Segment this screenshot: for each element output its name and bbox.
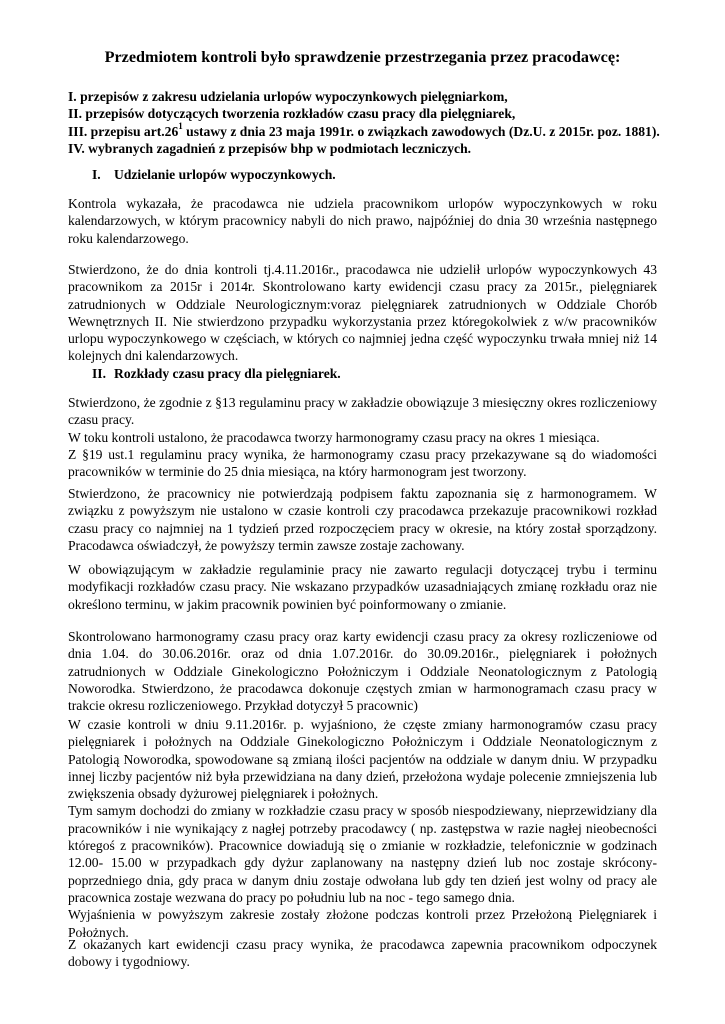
- section-2-heading: [92, 365, 341, 382]
- scope-item-2: II. przepisów dotyczących tworzenia rozkładów czasu pracy dla pielęgniarek,: [68, 106, 516, 122]
- section-1-number: I.: [92, 167, 101, 182]
- section-2-paragraph-3: W obowiązującym w zakładzie regulaminie pracy nie zawarto regulacji dotyczącej trybu i terminu modyfikacji rozkładów czasu pracy. Nie wskazano przypadków uzasadniających zmianę rozkładu oraz nie określono terminu, w jakim pracownik powinien być poinformowany o zmianie.: [68, 562, 657, 612]
- inspection-scope-list: [68, 88, 668, 157]
- section-2-number: II.: [92, 366, 106, 381]
- superscript: 1: [178, 121, 183, 132]
- section-2-paragraph-5-part-a: W czasie kontroli w dniu 9.11.2016r. p. wyjaśniono, że częste zmiany harmonogramów czasu pracy pielęgniarek i położnych na Oddziale Ginekologiczno Położniczym i Oddziale Neonatologicznym z Patologią Noworodka, spowodowane są zmianą ilości pacjentów na oddziale w danym dniu. W przypadku innej liczby pacjentów niż była przewidziana na dany dzień, przełożona wydaje polecenie zmniejszenia lub zwiększenia obsady dyżurowej pielęgniarek i położnych.: [68, 717, 657, 802]
- section-2-title: Rozkłady czasu pracy dla pielęgniarek.: [114, 366, 341, 381]
- scope-item-3-text-cont: ustawy z dnia 23 maja 1991r. o związkach zawodowych (Dz.U. z 2015r. poz. 1881).: [182, 123, 660, 139]
- section-2-paragraph-5-part-c: Wyjaśnienia w powyższym zakresie zostały złożone podczas kontroli przez Przełożoną Pielęgniarek i Położnych.: [68, 907, 657, 940]
- section-2-paragraph-5: [68, 716, 657, 941]
- section-2-paragraph-1-line-c: Z §19 ust.1 regulaminu pracy wynika, że harmonogramy czasu pracy przekazywane są do wiadomości pracowników w terminie do 25 dnia miesiąca, na który harmonogram jest tworzony.: [68, 446, 657, 480]
- scope-item-3-text: III. przepisu art.26: [68, 123, 179, 139]
- section-2-paragraph-6: Z okazanych kart ewidencji czasu pracy wynika, że pracodawca zapewnia pracownikom odpoczynek dobowy i tygodniowy.: [68, 937, 657, 970]
- scope-item-1: I. przepisów z zakresu udzielania urlopów wypoczynkowych pielęgniarkom,: [68, 89, 508, 104]
- section-2-paragraph-5-part-b: Tym samym dochodzi do zmiany w rozkładzie czasu pracy w sposób niespodziewany, nieprzewidziany dla pracowników i nie wynikający z nagłej potrzeby pracodawcy ( np. zastępstwa w razie nagłej nieobecności któregoś z pracowników). Pracownice dowiadują się o zmianie w rozkładzie, telefonicznie w godzinach 12.00- 15.00 w przypadkach gdy dyżur zaplanowany na następny dzień lub noc zostaje skrócony- poprzedniego dnia, gdy praca w danym dniu zostaje odwołana lub gdy ten dzień jest wolny od pracy ale pracownica zostaje wezwana do pracy po południu lub na noc - tego samego dnia.: [68, 803, 657, 905]
- scope-item-3: [68, 123, 668, 140]
- section-1-paragraph-2: Stwierdzono, że do dnia kontroli tj.4.11.2016r., pracodawca nie udzielił urlopów wypoczynkowych 43 pracownikom za 2015r i 2014r. Skontrolowano karty ewidencji czasu pracy za 2015r., pielęgniarek zatrudnionych w Oddziale Neurologicznym:voraz pielęgniarek zatrudnionych w Oddziale Chorób Wewnętrznych II. Nie stwierdzono przypadku wykorzystania przez któregokolwiek z w/w pracowników urlopu wypoczynkowego w częściach, w których co najmniej jedna część wypoczynku trwała mniej niż 14 kolejnych dni kalendarzowych.: [68, 262, 657, 364]
- section-2-paragraph-1-line-b: W toku kontroli ustalono, że pracodawca tworzy harmonogramy czasu pracy na okres 1 miesiąca.: [68, 429, 600, 445]
- section-1-title: Udzielanie urlopów wypoczynkowych.: [114, 167, 336, 182]
- section-2-paragraph-4: Skontrolowano harmonogramy czasu pracy oraz karty ewidencji czasu pracy za okresy rozliczeniowe od dnia 1.04. do 30.06.2016r. oraz od dnia 1.07.2016r. do 30.09.2016r., pielęgniarek i położnych zatrudnionych w Oddziale Ginekologiczno Położniczym i Oddziale Neonatologicznym z Patologią Noworodka. Stwierdzono, że pracodawca dokonuje częstych zmian w harmonogramach czasu pracy w trakcie okresu rozliczeniowego. Przykład dotyczył 5 pracownic): [68, 629, 657, 714]
- scope-item-4: IV. wybranych zagadnień z przepisów bhp w podmiotach leczniczych.: [68, 140, 472, 156]
- section-1-paragraph-1: Kontrola wykazała, że pracodawca nie udziela pracownikom urlopów wypoczynkowych w roku kalendarzowych, w którym pracownicy nabyli do nich prawo, najpóźniej do dnia 30 września następnego roku kalendarzowego.: [68, 196, 657, 246]
- document-title: Przedmiotem kontroli było sprawdzenie przestrzegania przez pracodawcę:: [104, 48, 621, 66]
- section-2-paragraph-2: Stwierdzono, że pracownicy nie potwierdzają podpisem faktu zapoznania się z harmonogramem. W związku z powyższym nie ustalono w czasie kontroli czy pracodawca przekazuje pracownikowi rozkład czasu pracy co najmniej na 1 tydzień przed rozpoczęciem pracy w okresie, na który został sporządzony. Pracodawca oświadczył, że powyższy termin zawsze zostaje zachowany.: [68, 486, 657, 553]
- section-2-paragraph-1: [68, 394, 657, 480]
- section-2-paragraph-1-line-a: Stwierdzono, że zgodnie z §13 regulaminu pracy w zakładzie obowiązuje 3 miesięczny okres rozliczeniowy czasu pracy.: [68, 395, 657, 428]
- section-1-heading: [92, 166, 336, 183]
